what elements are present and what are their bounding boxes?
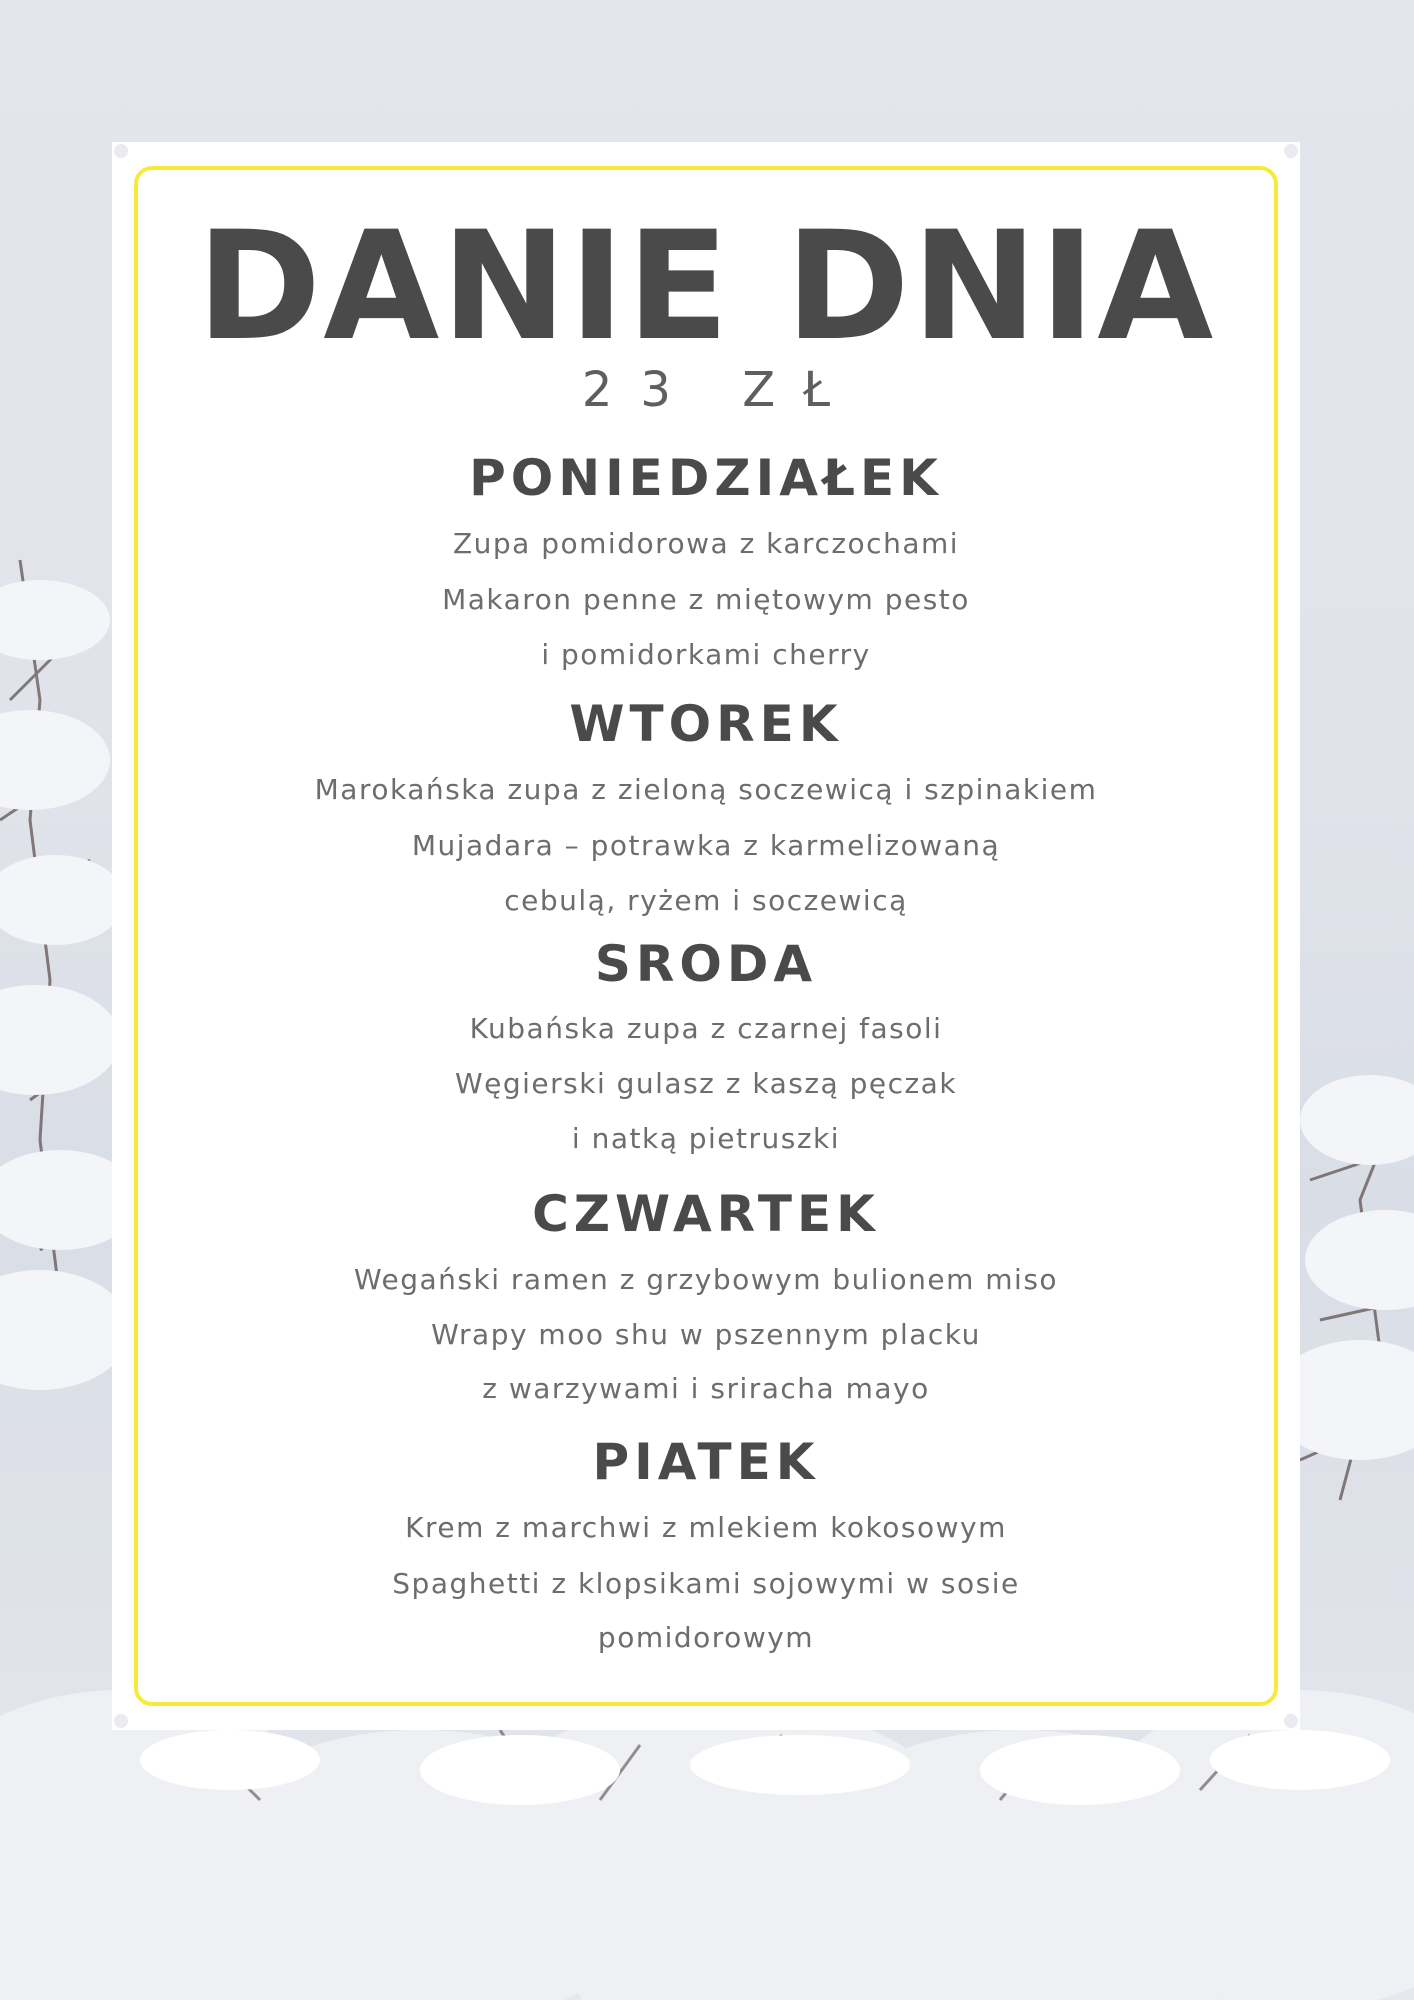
- dish-line: Spaghetti z klopsikami sojowymi w sosie: [392, 1567, 1020, 1600]
- corner-dot: [114, 144, 128, 158]
- dish-line: cebulą, ryżem i soczewicą: [504, 884, 908, 917]
- price-label: 23 ZŁ: [581, 362, 859, 418]
- day-heading-friday: PIATEK: [592, 1433, 820, 1491]
- menu-card: [112, 142, 1300, 1730]
- page-title: DANIE DNIA: [196, 200, 1216, 374]
- day-heading-tuesday: WTOREK: [569, 695, 843, 753]
- dish-line: i pomidorkami cherry: [541, 638, 871, 671]
- dish-line: Mujadara – potrawka z karmelizowaną: [411, 829, 1001, 862]
- dish-line: Marokańska zupa z zieloną soczewicą i szpinakiem: [314, 773, 1098, 806]
- day-heading-monday: PONIEDZIAŁEK: [469, 449, 943, 507]
- dish-line: Zupa pomidorowa z karczochami: [452, 527, 960, 560]
- dish-line: z warzywami i sriracha mayo: [482, 1372, 930, 1405]
- dish-line: Węgierski gulasz z kaszą pęczak: [454, 1067, 958, 1100]
- dish-line: pomidorowym: [597, 1621, 815, 1654]
- dish-line: i natką pietruszki: [571, 1122, 841, 1155]
- dish-line: Kubańska zupa z czarnej fasoli: [469, 1012, 943, 1045]
- dish-line: Krem z marchwi z mlekiem kokosowym: [405, 1511, 1007, 1544]
- day-heading-thursday: CZWARTEK: [532, 1185, 880, 1243]
- dish-line: Wrapy moo shu w pszennym placku: [431, 1318, 981, 1351]
- corner-dot: [114, 1714, 128, 1728]
- dish-line: Makaron penne z miętowym pesto: [442, 583, 970, 616]
- corner-dot: [1284, 1714, 1298, 1728]
- corner-dot: [1284, 144, 1298, 158]
- day-heading-wednesday: SRODA: [594, 935, 818, 993]
- dish-line: Wegański ramen z grzybowym bulionem miso: [353, 1263, 1059, 1296]
